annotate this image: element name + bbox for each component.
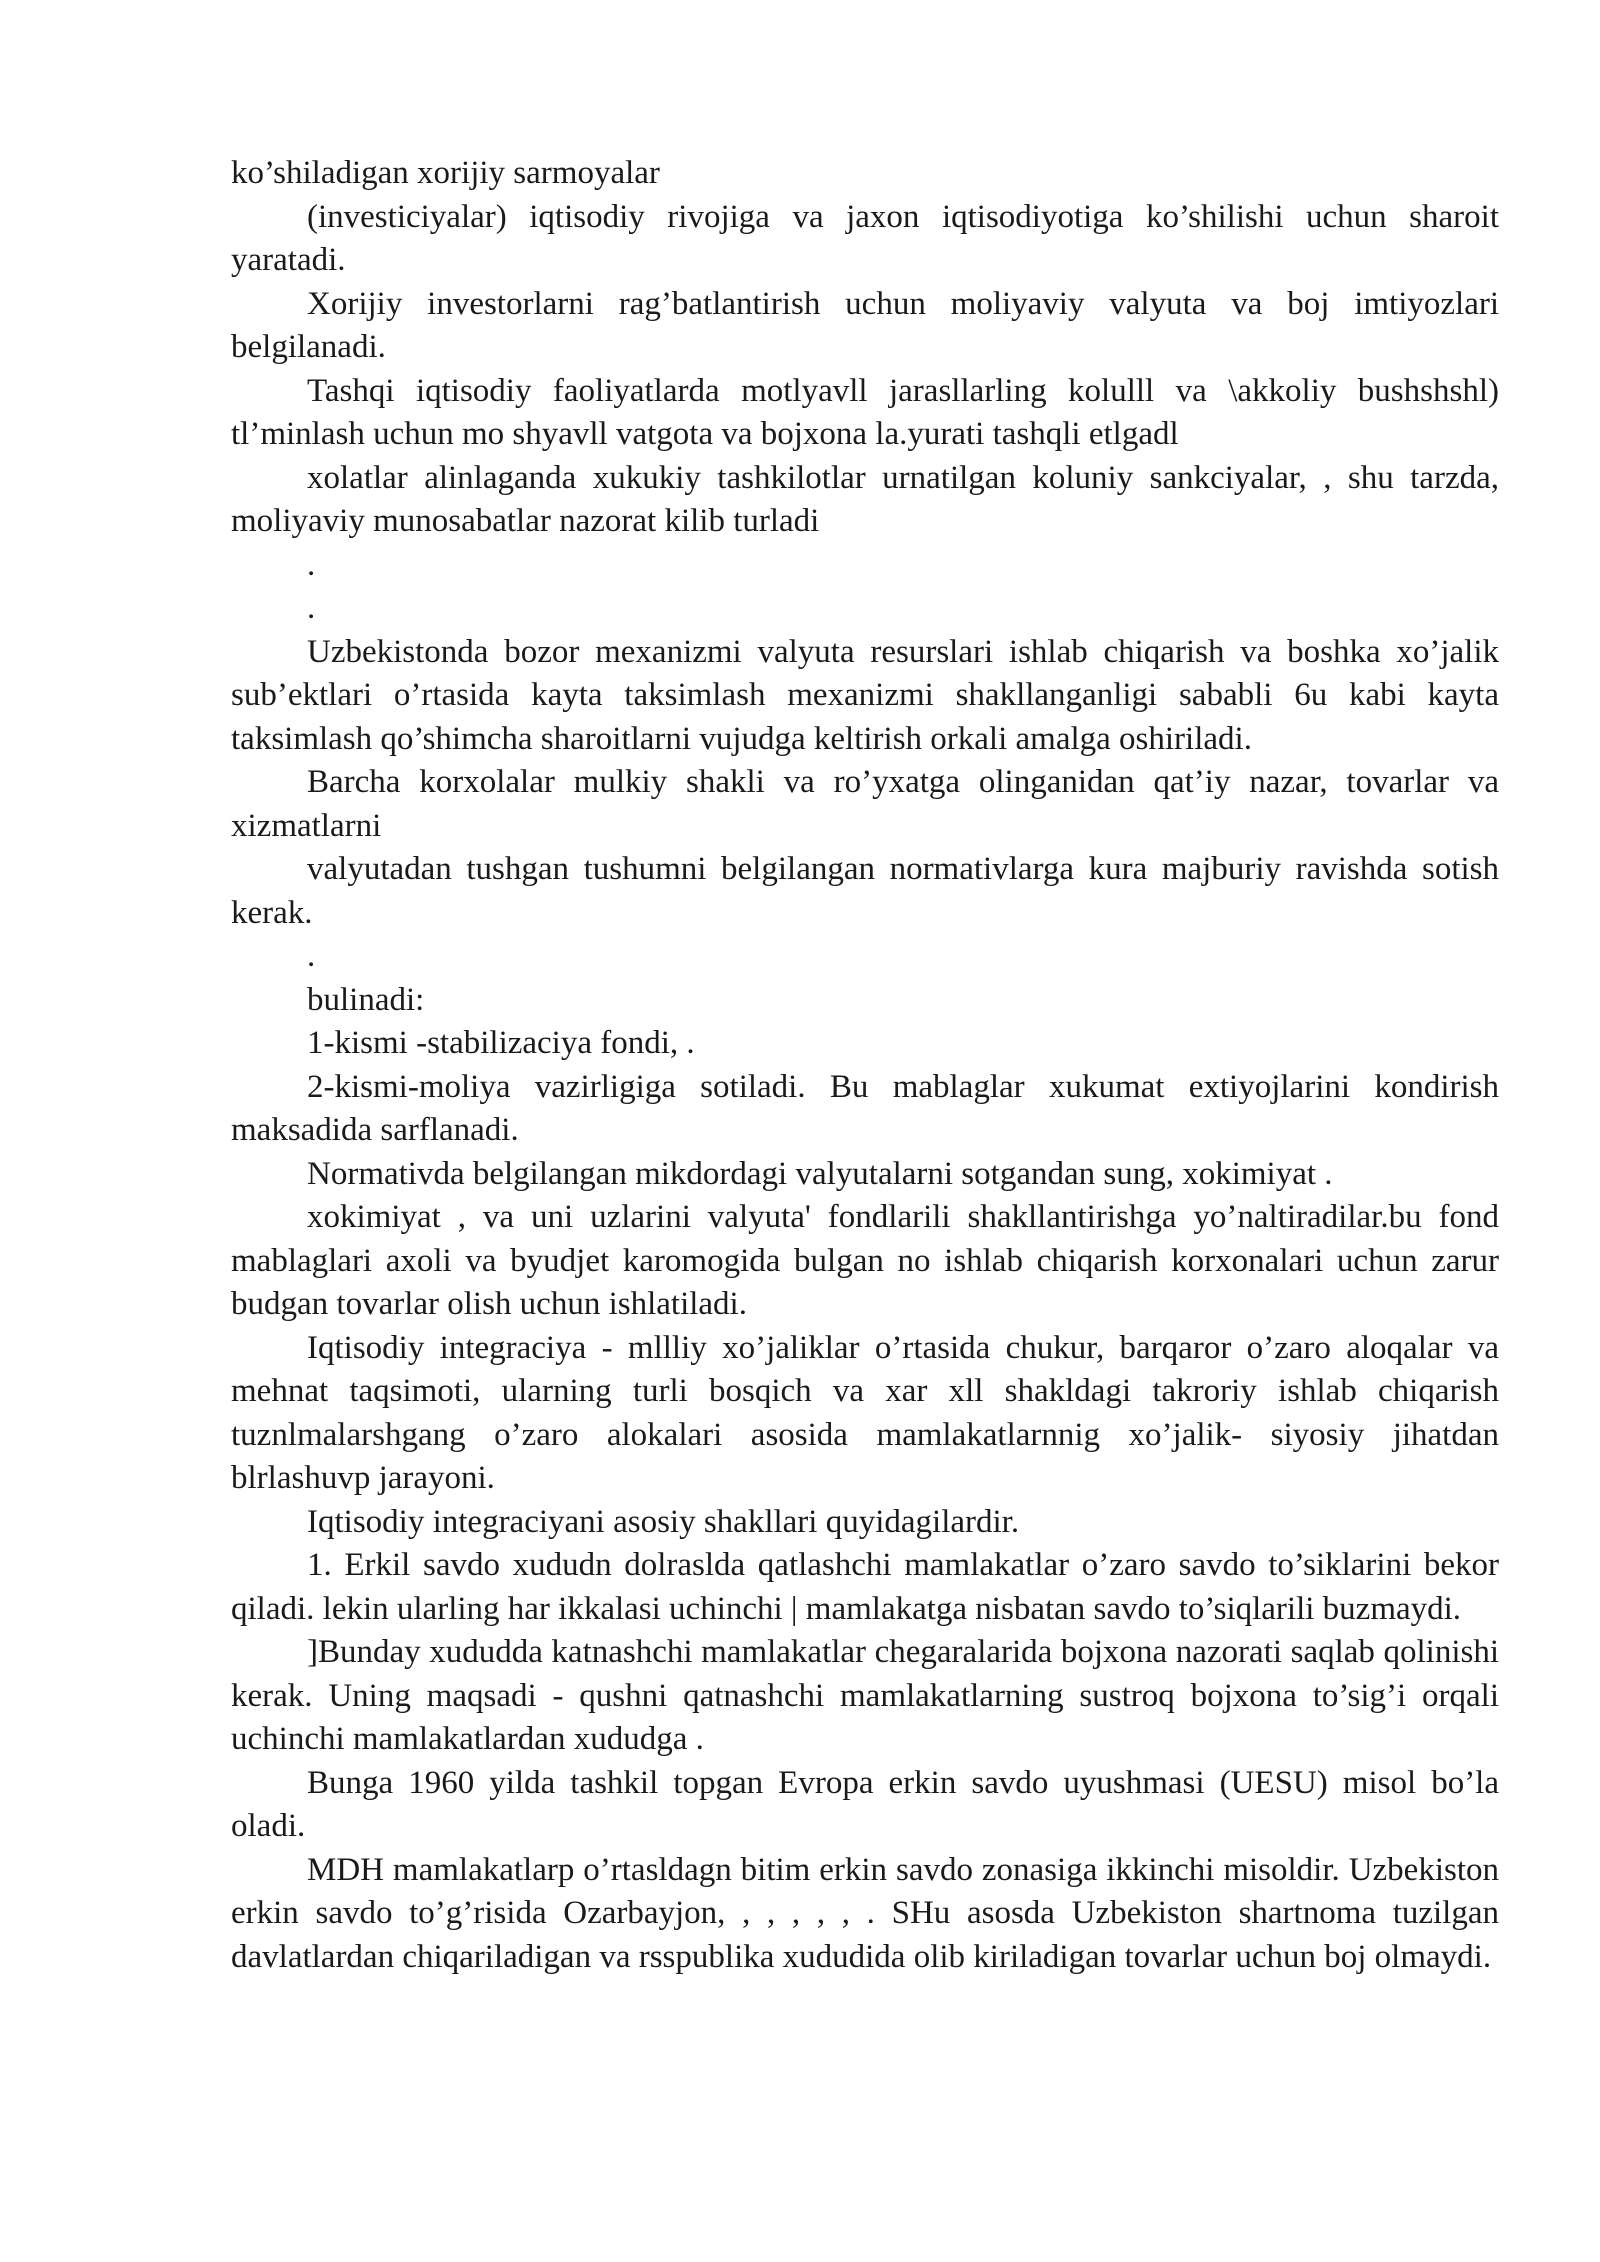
- paragraph-13: 1-kismi -stabilizaciya fondi, .: [307, 1025, 695, 1061]
- document-body: [231, 152, 1499, 1979]
- paragraph-12: bulinadi:: [307, 981, 425, 1018]
- paragraph-3: Xorijiy investorlarni rag’batlantirish uchun moliyaviy valyuta va boj imtiyozlari belgilanadi.: [231, 285, 1499, 365]
- paragraph-20: ]Bunday xududda katnashchi mamlakatlar chegaralarida bojxona nazorati saqlab qolinishi kerak. Uning maqsadi - qushni qatnashchi mamlakatlarning sustroq bojxona to’sig’i orqali uchinchi mamlakatlardan xududga .: [231, 1634, 1499, 1757]
- paragraph-17: Iqtisodiy integraciya - mllliy xo’jaliklar o’rtasida chukur, barqaror o’zaro aloqalar va mehnat taqsimoti, ularning turli bosqich va xar xll shakldagi takroriy ishlab chiqarish tuznlmalarshgang o’zaro alokalari asosida mamlakatlarnnig xo’jalik- siyosiy jihatdan blrlashuvp jarayoni.: [231, 1329, 1499, 1496]
- dot-line: .: [307, 590, 316, 626]
- dot-line: .: [307, 938, 316, 974]
- paragraph-9: Barcha korxolalar mulkiy shakli va ro’yxatga olinganidan qat’iy nazar, tovarlar va xizmatlarni: [231, 764, 1499, 844]
- paragraph-14: 2-kismi-moliya vazirligiga sotiladi. Bu mablaglar xukumat extiyojlarini kondirish maksadida sarflanadi.: [231, 1068, 1499, 1148]
- paragraph-1: ko’shiladigan xorijiy sarmoyalar: [231, 155, 660, 191]
- paragraph-19: 1. Erkil savdo xududn dolraslda qatlashchi mamlakatlar o’zaro savdo to’siklarini bekor qiladi. lekin ularling har ikkalasi uchinchi | mamlakatga nisbatan savdo to’siqlarili buzmaydi.: [231, 1547, 1499, 1627]
- paragraph-22: MDH mamlakatlarp o’rtasldagn bitim erkin savdo zonasiga ikkinchi misoldir. Uzbekiston erkin savdo to’g’risida Ozarbayjon, , , , , , . SHu asosda Uzbekiston shartnoma tuzilgan davlatlardan chiqariladigan va rsspublika xududida olib kiriladigan tovarlar uchun boj olmaydi.: [231, 1851, 1499, 1975]
- paragraph-8: Uzbekistonda bozor mexanizmi valyuta resurslari ishlab chiqarish va boshka xo’jalik sub’ektlari o’rtasida kayta taksimlash mexanizmi shakllanganligi sababli 6u kabi kayta taksimlash qo’shimcha sharoitlarni vujudga keltirish orkali amalga oshiriladi.: [231, 633, 1499, 757]
- paragraph-10: valyutadan tushgan tushumni belgilangan normativlarga kura majburiy ravishda sotish kerak.: [231, 851, 1499, 931]
- paragraph-21: Bunga 1960 yilda tashkil topgan Evropa erkin savdo uyushmasi (UESU) misol bo’la oladi.: [231, 1764, 1499, 1844]
- dot-line: .: [307, 546, 316, 583]
- paragraph-18: Iqtisodiy integraciyani asosiy shakllari quyidagilardir.: [307, 1503, 1020, 1540]
- paragraph-16: xokimiyat , va uni uzlarini valyuta' fondlarili shakllantirishga yo’naltiradilar.bu fond mablaglari axoli va byudjet karomogida bulgan no ishlab chiqarish korxonalari uchun zarur budgan tovarlar olish uchun ishlatiladi.: [231, 1199, 1499, 1322]
- paragraph-15: Normativda belgilangan mikdordagi valyutalarni sotgandan sung, xokimiyat .: [307, 1155, 1333, 1192]
- paragraph-5: xolatlar alinlaganda xukukiy tashkilotlar urnatilgan koluniy sankciyalar, , shu tarzda, moliyaviy munosabatlar nazorat kilib turladi: [231, 459, 1499, 539]
- paragraph-2: (investiciyalar) iqtisodiy rivojiga va jaxon iqtisodiyotiga ko’shilishi uchun sharoit yaratadi.: [231, 198, 1499, 278]
- paragraph-4: Tashqi iqtisodiy faoliyatlarda motlyavll jarasllarling kolulll va \akkoliy bushshshl) tl’minlash uchun mo shyavll vatgota va bojxona la.yurati tashqli etlgadl: [231, 372, 1499, 452]
